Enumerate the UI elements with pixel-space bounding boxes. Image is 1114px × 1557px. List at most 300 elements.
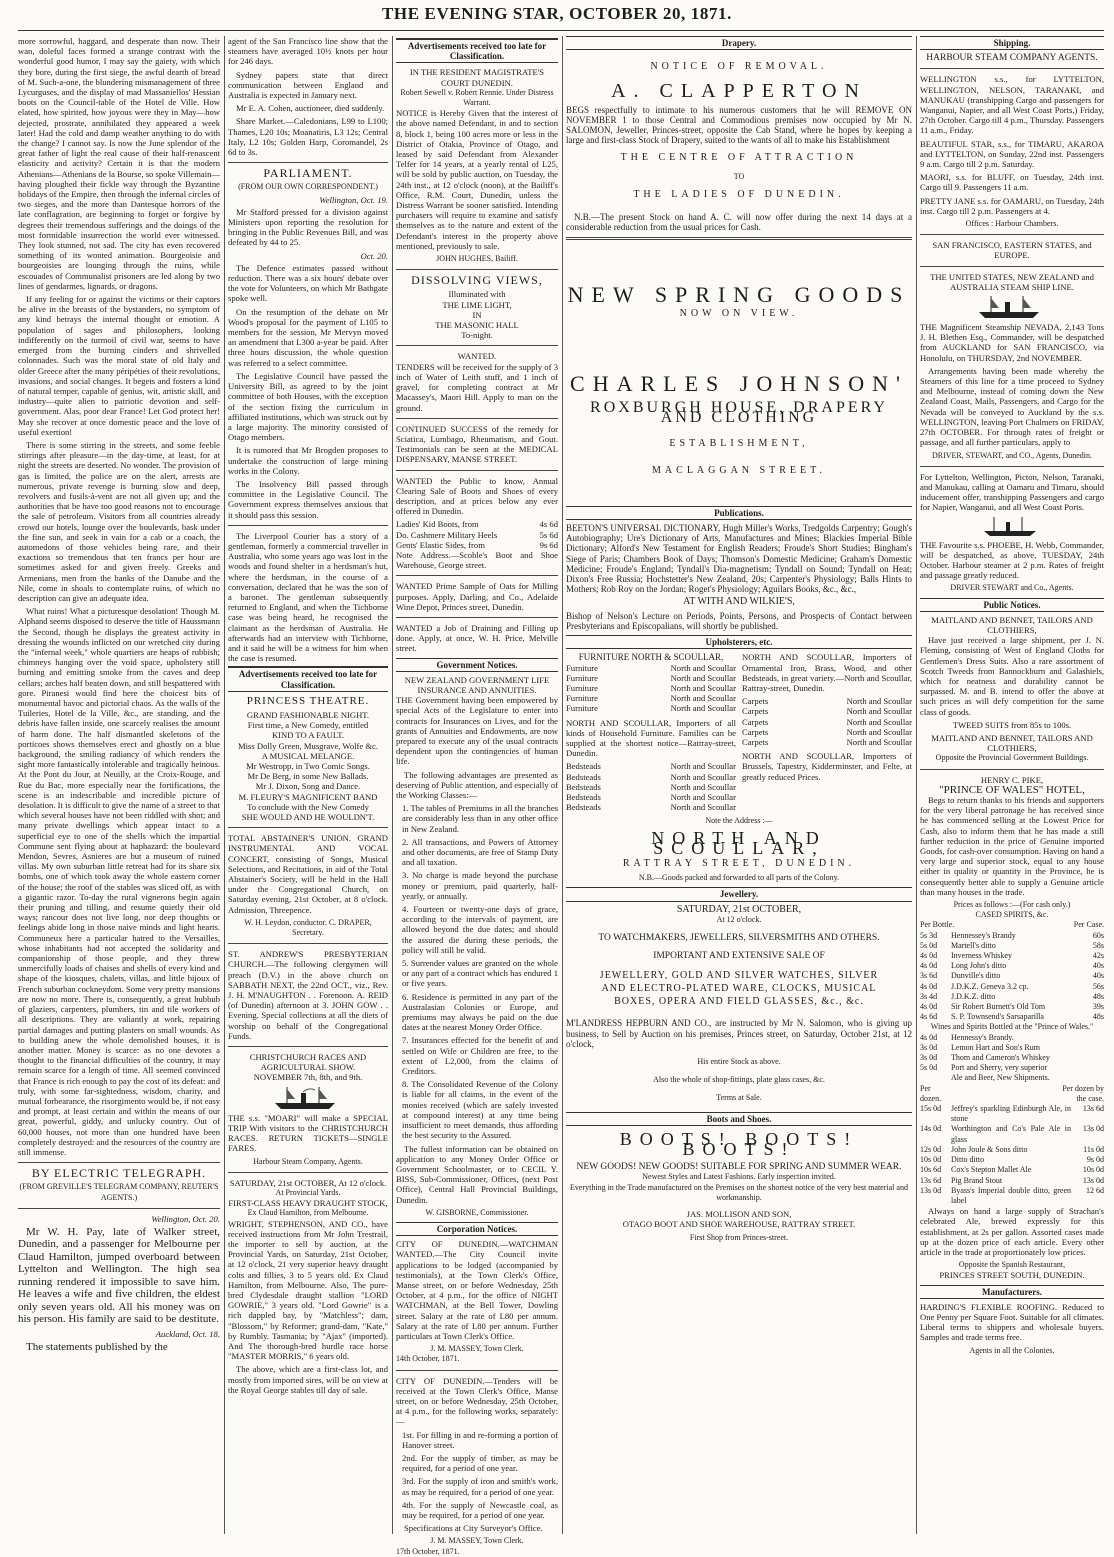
news-item: On the resumption of the debate on Mr Wood's proposal for the payment of L105 to members for the session, Mr Mervyn moved an amendment that L300 a-year be paid. After three hours discussion, the whole question was referred to a select committee.	[228, 306, 388, 368]
price-row	[920, 1165, 1104, 1175]
ad-title: IN THE RESIDENT MAGISTRATE'S COURT DUNEDIN.	[409, 67, 545, 88]
ad-line: Opposite the Provincial Government Buildings.	[935, 753, 1089, 763]
telegraph-heading: BY ELECTRIC TELEGRAPH.	[31, 1166, 207, 1181]
price-per-case: 39s	[1092, 1002, 1104, 1012]
ad-text: PRETTY JANE s.s. for OAMARU, on Tuesday, 24th inst. Cargo till 2 p.m. Passengers at 4.	[920, 195, 1104, 216]
ad-line: First time, a New Comedy, entitled	[247, 720, 369, 731]
ad-signature: W. GISBORNE, Commissioner.	[425, 1207, 529, 1217]
price-row	[920, 931, 1104, 941]
ad-text: The above, which are a first-class lot, and mostly from imported sires, will be on view at the Royal George stables till day of sale.	[228, 1364, 388, 1395]
ad-line: First Shop from Princes-street.	[689, 1233, 789, 1243]
ad-title: CHRISTCHURCH RACES AND AGRICULTURAL SHOW.	[249, 1052, 367, 1073]
item-label: J.D.K.Z. ditto	[951, 991, 996, 1001]
price-per-bottle: 3s 0d	[920, 1053, 938, 1063]
divider	[18, 1208, 220, 1209]
ales-price-list	[920, 1104, 1104, 1206]
ad-line: THE LIME LIGHT,	[442, 299, 512, 310]
item-label: Inverness Whiskey	[951, 951, 1012, 961]
divider	[396, 418, 558, 419]
paris-letter: more sorrowful, haggard, and desperate than now. Their wan, doleful faces formed a strange contrast with the wonderful good humor, I may say the gaiety, with which they bore, during the first siege, the awful dearth of bread of M. Such-a-one, the blundering mismanagement of three Lycurguses, and the display of mad Massaniellos' Hessian boots on the Council-table of the Hotel de Ville. How elated, how spirited, how joyous were they in May—how dejected, prostrate, annihilated they appeared a week later! Had the cold and damp weather anything to do with the change? I cannot say. Is now the June splendor of the great father of light the real cause of their half-renascent elasticity and activity? Certain it is that the modern Athenians—Athenians de la Bourse, so spoke Villemain—having ploughed their fickle way through the Byzantine holidays of the Empire, then through the infernal circles of two sieges, and the more than Dantesque horrors of the late conflagration, are beginning to forget or forgive by degrees their tremendous sufferings and the doings of the most formidable insurrection the world ever witnessed. They look stunned, not sad. The city has even recovered something of its wonted animation. Bourgeoisie and bourgeoisies are lounging through the ruins, while escouades of Communalist prisoners are led along by two lines of gendarmes, lignards, or dragons.	[18, 36, 220, 291]
news-item: Mr Stafford pressed for a division against Ministers upon reporting the resolution for bringing in the Public Revenues Bill, and was defeated by 44 to 25.	[228, 206, 388, 248]
column-divider	[392, 36, 393, 1534]
price-per-bottle: 14s 0d	[920, 1124, 942, 1134]
ad-text: For Lyttelton, Wellington, Picton, Nelson, Taranaki, and Manukau, calling at Oamaru and Timaru, should inducement offer, transhipping Passengers and cargo for Napier, Wanganui, and all West Coast Ports.	[920, 471, 1104, 513]
price-per-bottle: 4s 6d	[920, 1012, 938, 1022]
price-per-bottle: 13s 6d	[920, 1175, 942, 1185]
ad-line: IN	[472, 309, 482, 320]
news-item: agent of the San Francisco line show that the steamers have averaged 10½ knots per hour for 246 days.	[228, 36, 388, 67]
price-per-bottle: 3s 4d	[920, 991, 938, 1001]
ad-line: Opposite the Spanish Restaurant,	[958, 1260, 1066, 1270]
ad-text: WANTED the Public to know, Annual Clearing Sale of Boots and Shoes of every description, and at prices below any ever offered in Dunedin.	[396, 475, 558, 517]
ad-signature: JOHN HUGHES, Bailiff.	[436, 254, 518, 264]
item-label: Furniture	[566, 703, 598, 714]
item-firm: North and Scoullar	[846, 696, 912, 707]
list-item: 1. The tables of Premiums in all the branches are considerably less than in any other office in New Zealand.	[402, 803, 558, 834]
item-label: John Joule & Sons ditto	[951, 1144, 1028, 1154]
price-per-bottle: 3s 6d	[920, 971, 938, 981]
ad-text: WANTED Prime Sample of Oats for Milling purposes. Apply, Darling, and Co., Adelaide Wine Depot, Princes street, Dunedin.	[396, 581, 558, 612]
ad-text: THE Magnificent Steamship NEVADA, 2,143 Tons J. H. Blethen Esq., Commander, will be despatched from AUCKLAND for SAN FRANCISCO, via Honolulu, on THURSDAY, 2nd NOVEMBER.	[920, 322, 1104, 363]
list-item: 5. Surrender values are granted on the whole or any part of a contract which has endured 1 or five years.	[402, 958, 558, 989]
price-per-bottle: 12s 0d	[920, 1144, 942, 1154]
furniture-ads	[566, 652, 912, 812]
ad-line: Mr J. Dixon, Song and Dance.	[255, 781, 361, 792]
section-heading: Boots and Shoes.	[566, 1112, 912, 1126]
list-item	[566, 782, 736, 792]
theatre-ad	[228, 710, 388, 822]
price-per-bottle: 4s 0d	[920, 981, 938, 991]
item-firm: North and Scoullar	[846, 736, 912, 747]
divider	[396, 269, 558, 270]
column-5	[920, 36, 1104, 1534]
price-per-case: 13s 0d	[1082, 1124, 1104, 1134]
item-label: J.D.K.Z. Geneva 3.2 cp.	[951, 981, 1029, 991]
ad-line: Wines and Spirits Bottled at the "Prince of Wales."	[930, 1022, 1094, 1032]
column-divider	[562, 36, 563, 1534]
list-item	[566, 673, 736, 683]
ad-line: At 12 o'clock.	[716, 914, 762, 924]
price-per-bottle: 13s 0d	[920, 1185, 942, 1195]
price-per-case: 58s	[1092, 940, 1104, 950]
item-label: Carpets	[742, 716, 769, 727]
ad-text: WRIGHT, STEPHENSON, AND CO., have received instructions from Mr John Trestrail, the importer to sell by auction, at the Provincial Yards, on Saturday, 21st October, at 12 o'clock, 21 very superior heavy draught colts and fillies, 3 to 5 years old. Ex Claud Hamilton, from Melbourne. Also, The pure-bred Clydesdale draught stallion "LORD GOWRIE," 3 years old. "Lord Gowrie" is a rich dappled bay, by "Matchless"; dam, "Blossom," by Reformer; grand-dam, "Kate," by Rumbly. Tasmania; by "Ajax" (imported). And The thorough-bred hurdle race horse "MASTER MORRIS," 6 years old.	[228, 1218, 388, 1362]
item-label: Bedsteads	[566, 781, 601, 792]
item-label: Do. Cashmere Military Heels	[396, 529, 498, 540]
ad-line: THE LADIES OF DUNEDIN.	[633, 188, 845, 200]
ad-signature: DRIVER STEWART and Co., Agents.	[950, 583, 1074, 593]
divider	[396, 345, 558, 346]
ad-text: BEGS respectfully to intimate to his numerous customers that he will REMOVE ON NOVEMBER 1 to those Central and Commodious premises now occupied by Mr N. SALOMON, Jeweller, Princes-street, opposite the Cab Stand, where he hopes by keeping a large and first-class Stock of Drapery, suited to the wants of all to make his Establishment	[566, 104, 912, 146]
price-row	[920, 1124, 1104, 1144]
ad-line: Illuminated with	[448, 289, 506, 300]
divider	[396, 617, 558, 618]
ad-signature: DRIVER, STEWART, and CO., Agents, Dunedin.	[931, 450, 1093, 460]
ad-line: MACLAGGAN STREET.	[652, 464, 826, 476]
price-row	[920, 1063, 1104, 1073]
price-row	[920, 971, 1104, 981]
ad-line: M. FLEURY'S MAGNIFICENT BAND	[238, 791, 378, 802]
price-header-label: Per dozen by	[1062, 1083, 1104, 1093]
ad-title: FIRST-CLASS HEAVY DRAUGHT STOCK,	[228, 1198, 388, 1209]
price-per-case: 13s 0d	[1082, 1175, 1104, 1185]
ad-line: TO WATCHMAKERS, JEWELLERS, SILVERSMITHS AND OTHERS.	[598, 932, 880, 943]
item-firm: North and Scoullar	[670, 771, 736, 782]
item-label: Ladies' Kid Boots, from	[396, 519, 479, 530]
ad-text: THE Government having been empowered by special Acts of the Legislature to enter into contracts for Insurances on Lives, and for the grants of Annuities and Endowments, are now prepared to execute any of the usual contracts dependent upon the contingencies of human life.	[396, 695, 558, 767]
item-label: Port and Sherry, very superior	[951, 1063, 1048, 1073]
item-label: Bedsteads	[566, 791, 601, 802]
price-header-label: Per Bottle.	[920, 920, 955, 930]
list-item: 7. Insurances effected for the benefit of and settled on Wife or Children are free, to the extent of L2,000, from the claims of Creditors.	[402, 1035, 558, 1077]
price-per-case: 48s	[1092, 991, 1104, 1001]
price-per-case: 13s 6d	[1082, 1104, 1104, 1114]
divider	[566, 237, 912, 240]
ad-line: Also the whole of shop-fittings, plate glass cases, &c.	[653, 1075, 825, 1085]
price-header-label: Per Case.	[1073, 920, 1104, 930]
item-label: Carpets	[742, 736, 769, 747]
ad-signature: W. H. Leydon, conductor. C. DRAPER, Secretary.	[244, 917, 372, 938]
list-item	[566, 683, 736, 693]
ad-line: GRAND FASHIONABLE NIGHT.	[246, 709, 370, 720]
column-3	[396, 36, 558, 1556]
list-item: 3. No charge is made beyond the purchase money or premium, paid quarterly, half-yearly, or annually.	[402, 870, 558, 901]
news-item: The Legislative Council have passed the University Bill, as agreed to by the joint committee of both Houses, with the exception of the section fixing the curriculum in affiliated institutions, which was struck out by a large majority. The minority consisted of Otago members.	[228, 370, 388, 443]
list-item	[566, 761, 736, 771]
dateline: Wellington, Oct. 19.	[319, 194, 388, 205]
ad-title: HENRY C. PIKE,	[980, 774, 1044, 785]
item-label: Gents' Elastic Sides, from	[396, 539, 485, 550]
list-item	[742, 727, 912, 737]
item-label: Ditto ditto	[951, 1155, 985, 1165]
item-label: Byass's Imperial double ditto, green label	[951, 1185, 1071, 1205]
ad-title: SATURDAY, 21st OCTOBER, At 12 o'clock.	[229, 1177, 387, 1188]
dateline: Oct. 20.	[360, 250, 388, 261]
ad-line: TO	[733, 171, 745, 181]
divider	[228, 162, 388, 163]
price-row	[920, 1155, 1104, 1165]
price-row	[920, 1033, 1104, 1043]
ad-text: CITY OF DUNEDIN.—WATCHMAN WANTED.—The City Council invite applications to be lodged (accompanied by testimonials), at the Town Clerk's Office, Manse street, on or before Wednesday, 25th October, at 4 p.m., for the office of NIGHT WATCHMAN, at the Bell Tower, Dowling street. Salary at the rate of L80 per annum. Salary at the rate of L80 per annum. Further particulars at Town Clerk's Office.	[396, 1239, 558, 1341]
column-divider	[224, 36, 225, 1534]
ad-title: NEW ZEALAND GOVERNMENT LIFE INSURANCE AND ANNUITIES.	[404, 674, 550, 695]
item-label: Lemon Hart and Son's Rum	[951, 1042, 1040, 1052]
ad-title: CHARLES JOHNSON'	[570, 370, 908, 396]
price-row	[920, 961, 1104, 971]
item-firm: North and Scoullar	[670, 761, 736, 772]
list-item	[566, 703, 736, 713]
item-label: Carpets	[742, 696, 769, 707]
price-per-bottle: 4s 0d	[920, 951, 938, 961]
carpets-list	[742, 696, 912, 747]
ad-text: NORTH AND SCOULLAR, Importers of Ornamental Iron, Brass, Wood, and other Bedsteads, in great variety.—North and Scoullar, Rattray-street, Dunedin.	[742, 652, 912, 693]
list-item	[566, 772, 736, 782]
section-heading: Upholsterers, etc.	[566, 635, 912, 649]
numbered-list	[396, 803, 558, 1140]
divider	[228, 1046, 388, 1047]
ad-text: Begs to return thanks to his friends and supporters for the very liberal patronage he has received since he has commenced selling at the Lowest Price for Cash, also to inform them that he has made a still further reduction in the price of Genuine imported Goods, for cash-over consumption. Having on hand a very large and superior stock, equal to any house either in quality or quantity in the Province, he is consequently better able to supply a Genuine article than many houses in the trade.	[920, 794, 1105, 897]
ad-line: CASED SPIRITS, &c.	[975, 910, 1049, 920]
ad-text: ST. ANDREW'S PRESBYTERIAN CHURCH.—The following clergymen will preach (D.V.) in the above church on SABBATH NEXT, the 22nd OCT., viz., Rev. J. H. M'NAUGHTON . . Forenoon. A. REID (of Dunedin) afternoon at 3. JOHN GOW . . Evening. Special collections at all the diets of worship on behalf of the Congregational Funds.	[228, 949, 388, 1041]
paragraph: If any feeling for or against the victims or their captors be alive in the breasts of the bystanders, no symptom of any kind betrays the internal thought or emotion. A population of sages and philosophers, looking indifferently on the turmoil of civil war, seems to have emerged from the burning cinders and shrivelled colonnades. Such was the moral state of old Italy and older Greece after the many péripéties of their revolutions, invasions, and social changes. It begets and fosters a kind of natural temper, capable of genius, wit, artistic skill, and industry—quite alien to patriotic devotion and self-government. Alas, poor dear France! Let God protect her! May she recover at once domestic peace and the love of useful exertion!	[18, 294, 220, 437]
price-row	[396, 519, 558, 529]
price-header	[920, 1094, 1104, 1104]
ad-title: A. CLAPPERTON	[611, 80, 867, 103]
ad-line: Newest Styles and Latest Fashions. Early inspection invited.	[642, 1172, 836, 1182]
item-label: Long John's ditto	[951, 961, 1007, 971]
price-row	[920, 1186, 1104, 1206]
ad-signature: J. M. MASSEY, Town Clerk.	[430, 1536, 524, 1546]
item-label: Martell's ditto	[951, 940, 996, 950]
item-firm: North and Scoullar	[846, 706, 912, 717]
section-heading: Advertisements received too late for Classification.	[228, 666, 388, 691]
item-label: Cox's Stepton Mallet Ale	[951, 1165, 1032, 1175]
ad-line: OTAGO BOOT AND SHOE WAREHOUSE, RATTRAY STREET.	[622, 1219, 856, 1230]
item-label: Jeffrey's sparkling Edinburgh Ale, in stone	[951, 1104, 1071, 1124]
list-item: 8. The Consolidated Revenue of the Colony is liable for all claims, in the event of the monies received (which are safely invested at compound interest) at any time being insufficient to meet demands, thus affording the best security to the Assured.	[402, 1079, 558, 1141]
ad-line: TWEED SUITS from 85s to 100s.	[952, 719, 1072, 730]
ad-text: Bishop of Nelson's Lecture on Periods, Points, Persons, and Prospects of Contact between Presbyterians and Episcopalians, will shortly be published.	[566, 610, 912, 631]
price-per-bottle: 10s 6d	[920, 1165, 942, 1175]
item-label: Dunville's ditto	[951, 971, 1001, 981]
ad-text: MAORI, s.s. for BLUFF, on Tuesday, 24th inst. Cargo till 9. Passengers 11 a.m.	[920, 172, 1104, 193]
column-4	[566, 36, 912, 1534]
item-price: 4s 6d	[539, 519, 558, 530]
item-label: Sir Robert Burnett's Old Tom	[951, 1002, 1046, 1012]
price-row	[920, 982, 1104, 992]
price-per-case: 42s	[1092, 951, 1104, 961]
ad-title: PRINCESS THEATRE.	[246, 694, 370, 707]
item-label: Bedsteads	[566, 771, 601, 782]
price-row	[920, 1073, 1104, 1083]
ad-text: WANTED a Job of Draining and Filling up done. Apply, at once, W. H. Price, Melville street.	[396, 622, 558, 654]
ad-line: THE MASONIC HALL	[435, 320, 519, 331]
section-heading: Public Notices.	[920, 598, 1104, 612]
ad-line: ESTABLISHMENT,	[669, 438, 809, 450]
masthead-rule	[18, 30, 1104, 31]
divider	[920, 266, 1104, 267]
ad-title: NOTICE OF REMOVAL.	[650, 61, 828, 73]
list-item: 4. Fourteen or twenty-one days of grace, according to the intervals of payment, are allowed beyond the due dates; and should the assured die during these periods, the policy will still be valid.	[402, 904, 558, 955]
news-item: The Insolvency Bill passed through committee in the Legislative Council. The Government express themselves anxious that it should pass this session.	[228, 478, 388, 520]
bedsteads-list	[566, 761, 736, 812]
news-item: It is rumored that Mr Brogden proposes to undertake the construction of large mining works in the Colony.	[228, 445, 388, 476]
price-per-case: 60s	[1092, 930, 1104, 940]
ad-text: Always on hand a large supply of Strachan's celebrated Ale, brewed expressly for this establishment, at 2s per gallon. Assorted cases made up at the dozen price of each article. Every other article in the trade at proportionately low prices.	[920, 1206, 1104, 1257]
column-2	[228, 36, 388, 1534]
ad-text: TOTAL ABSTAINER'S UNION. GRAND INSTRUMENTAL AND VOCAL CONCERT, consisting of Songs, Musical Selections, and Recitations, in aid of the Total Abstainer's Society, will be held in the Hall under the Congregational Church, on Saturday evening, 21st October, at 8 o'clock. Admission, Threepence.	[228, 833, 388, 915]
price-per-bottle: 15s 0d	[920, 1104, 942, 1114]
ad-line: To-night.	[461, 330, 493, 341]
item-price: 5s 6d	[539, 529, 558, 540]
item-firm: North and Scoullar	[670, 672, 736, 683]
item-label: Furniture	[566, 682, 598, 693]
ad-subtitle: NOVEMBER 7th, 8th, and 9th.	[253, 1072, 363, 1083]
ad-text: BEAUTIFUL STAR, s.s., for TIMARU, AKAROA and LYTTELTON, on Sunday, 22nd inst. Passengers 9 a.m. Cargo till 2 p.m. Saturday.	[920, 138, 1104, 170]
list-item: 3rd. For the supply of iron and smith's work, as may be required, for a period of one year.	[402, 1476, 558, 1497]
steamship-icon	[982, 516, 1042, 538]
divider	[396, 470, 558, 471]
ad-line: IMPORTANT AND EXTENSIVE SALE OF	[653, 951, 825, 962]
ad-text: N.B.—The present Stock on hand A. C. will now offer during the next 14 days at a considerable reduction from the usual prices for Cash.	[566, 212, 912, 233]
ad-title: WANTED.	[457, 351, 497, 362]
item-firm: North and Scoullar	[670, 662, 736, 673]
section-heading: Jewellery.	[566, 887, 912, 901]
price-per-bottle: 5s 0d	[920, 940, 938, 950]
divider	[228, 827, 388, 828]
item-firm: North and Scoullar	[670, 802, 736, 813]
divider	[228, 1172, 388, 1173]
ad-line: NOW ON VIEW.	[679, 307, 799, 319]
ad-title: SAN FRANCISCO, EASTERN STATES, and EUROPE.	[932, 240, 1092, 261]
ad-line: Mr De Berg, in some New Ballads.	[247, 771, 369, 782]
ad-subtitle: At Provincial Yards.	[275, 1187, 341, 1197]
divider	[396, 575, 558, 576]
price-row	[920, 951, 1104, 961]
ad-line: RATTRAY STREET, DUNEDIN.	[622, 857, 856, 869]
divider	[18, 1162, 220, 1163]
item-label: Ale and Beer, New Shipments.	[951, 1073, 1050, 1083]
ad-line: Prices as follows :—(For cash only.)	[953, 900, 1071, 910]
list-item	[566, 693, 736, 703]
divider	[228, 943, 388, 944]
ad-text: M'LANDRESS HEPBURN AND CO., are instructed by Mr N. Salomon, who is giving up business, to Sell by Auction on his premises, Princes street, on Saturday, October 21st, at 12 o'clock,	[566, 1018, 912, 1049]
price-per-bottle	[920, 1073, 948, 1083]
telegram: Mr W. H. Pay, late of Walker street, Dunedin, and a passenger for Melbourne per Claud Hamilton, jumped overboard between Lyttelton and Wellington. The high sea running rendered it impossible to save him. He leaves a wife and five children, the eldest only seven years old. All his money was on his person. His family are said to be destitute.	[18, 1225, 220, 1326]
ad-line: Mr Westropp, in Two Comic Songs.	[246, 761, 370, 771]
divider	[920, 769, 1104, 770]
price-per-case: 12 6d	[1086, 1185, 1104, 1195]
ad-line: AT WITH AND WILKIE'S,	[683, 596, 795, 608]
price-header-label: Per	[920, 1083, 931, 1093]
wines-price-list	[920, 1033, 1104, 1084]
telegraph-source: (FROM GREVILLE'S TELEGRAM COMPANY, REUTER'S AGENTS.)	[19, 1182, 219, 1202]
price-row	[920, 1053, 1104, 1063]
price-per-case: 11s 0d	[1083, 1144, 1104, 1154]
ad-date: 17th October, 1871.	[396, 1546, 460, 1556]
divider	[228, 525, 388, 526]
ad-title: MAITLAND AND BENNET, TAILORS AND CLOTHIERS,	[931, 732, 1093, 754]
ad-text: CITY OF DUNEDIN.—Tenders will be received at the Town Clerk's Office, Manse street, on or before Wednesday, 25th October, at 4 p.m., for the following works, separately:—	[396, 1375, 558, 1427]
list-item: 1st. For filling in and re-forming a portion of Hanover street.	[402, 1429, 558, 1450]
section-heading: Advertisements received too late for Classification.	[396, 38, 558, 63]
ad-text: NORTH AND SCOULLAR, Importers of Brussels, Tapestry, Kidderminster, and Felte, at greatly reduced Prices.	[742, 751, 912, 782]
ad-title: "PRINCE OF WALES" HOTEL,	[939, 783, 1085, 796]
list-item	[742, 717, 912, 727]
divider	[920, 234, 1104, 235]
spirits-price-list	[920, 931, 1104, 1023]
ad-text: WELLINGTON s.s., for LYTTELTON, WELLINGTON, NELSON, TARANAKI, and MANUKAU (transhipping Cargo and passengers for Wanganui, Napier, and all West Coast Ports,) Friday, 27th October. Cargo till 4 p.m., Thursday. Passengers 11 a.m., Friday.	[920, 74, 1104, 136]
price-row	[396, 530, 558, 540]
section-heading: Government Notices.	[396, 658, 558, 672]
ad-line: JEWELLERY, GOLD AND SILVER WATCHES, SILVER AND ELECTRO-PLATED WARE, CLOCKS, MUSICAL BOXES, OPERA AND FIELD GLASSES, &c., &c.	[599, 970, 879, 1008]
item-label: Furniture	[566, 662, 598, 673]
item-firm: North and Scoullar	[670, 791, 736, 802]
price-per-case: 10s 0d	[1082, 1165, 1104, 1175]
price-row	[920, 1002, 1104, 1012]
item-label: Bedsteads	[566, 761, 601, 772]
ad-line: PRINCES STREET SOUTH, DUNEDIN.	[939, 1270, 1085, 1281]
news-item: The Defence estimates passed without reduction. There was a six hours' debate over the vote for Volunteers, on which Mr Bathgate spoke well.	[228, 262, 388, 304]
furniture-list	[566, 663, 736, 714]
news-item: Share Market.—Caledonians, L99 to L100; Thames, L20 10s; Moanatiris, L3 12s; Central Italy, L2 10s; Golden Harp, Coromandel, 2s 6d to 3s.	[228, 116, 388, 158]
paragraph: What ruins! What a picturesque desolation! Though M. Alphand seems disposed to deserve the title of Haussmann the Second, though he displays the greatest activity in dressing the wounds inflicted on our wretched city during the "infernal week," whole quartiers are heaps of rubbish; chimneys hanging over the void space, upholstery still burning and emitting smoke from the caves and deep cellars; arches half beaten down, and still bespattered with gore. Piranesi would find here the choicest bits of monumental havoc and pictorial chaos. As the walls of the Tuileries, Hotel de la Ville, &c., are standing, and the debris have fallen inside, one scarcely realises the amount of harm done. The half dismantled skeletons of the porticoes shows themselves erect and ghostly on a blue background, the smiling radiancy of which renders the sight more fantastically intolerable and tragically heinous. At the Pont du Jour, at Neuilly, at the Croix-Rouge, and Rue du Bac, more especially near the fortifications, the scene is an indescribable and incredible picture of desolation. It is difficult to give the name of a street to that which several houses have not been riddled with shot; and many private dwellings which appear intact to a superficial eye to one of the shells which the impartial Commune sent flying about at haphazard: the boulevard Mendon, Sevres, Asnieres are but a museum of ruined villas. My own suburban little retreat had for its share six bombs, one of which took away the whole eastern corner of the house; the roof of the stables was sliced off, as with a gigantic razor. To-day the rural vignerons begin again their pruning and tilling, and resume quietly their old ways; rancour does not live long, nor deep thoughts or feelings abide long in those naive minds and light hearts. Communeux here a particular hatred to the Versailles, whose inhabitants had not accepted the solidarity and companionship of those people, and they threw unmercifully loads of chaises and shells of every kind and shape of the kiosques, chalets, villas, and little bijoux of French suburban cockneydom. Some very pretty mansions are now no more. There is, consequently, a great hubbub of glaziers, carpenters, plumbers, tin and tile workers of all descriptions. They are valiantly at work, repairing partial damages and putting plasters on small wounds. As to building anew the whole demolished houses, it is another matter. Money is scarce: as no one devotes a thought to the financial difficulties of the country, it may remain scarce for a length of time. All seemed convinced that France is rich enough to pay the cost of its defeat: and truly, with some far-sightedness, wisdom, charity, and mutual forbearance, the risorgimento would be, if not easy and prompt, at least certain and within the means of our great, powerful, giddy, and unlucky country. Out of 60,000 houses, not more than one hundred have been completely destroyed: and the resources of the country are still immense.	[18, 606, 220, 1157]
item-firm: North and Scoullar	[670, 781, 736, 792]
ad-line: SHE WOULD AND HE WOULDN'T.	[241, 812, 375, 823]
ad-text: THE Favourite s.s. PHOEBE, H. Webb, Commander, will be despatched, as above, TUESDAY, 24th October. Harbour steamer at 2 p.m. Rates of freight and passage greatly reduced.	[920, 539, 1104, 581]
item-firm: North and Scoullar	[846, 716, 912, 727]
section-heading: Publications.	[566, 506, 912, 520]
price-per-bottle: 4s 0d	[920, 1002, 938, 1012]
section-heading: Corporation Notices.	[396, 1222, 558, 1236]
parliament-source: (FROM OUR OWN CORRESPONDENT.)	[238, 182, 378, 192]
list-item	[742, 696, 912, 706]
ad-line: JAS. MOLLISON AND SON,	[686, 1209, 792, 1220]
list-item	[566, 792, 736, 802]
ad-title: NEW SPRING GOODS	[567, 282, 911, 308]
list-item	[742, 737, 912, 747]
price-header	[920, 1084, 1104, 1094]
price-per-case: 48s	[1092, 1012, 1104, 1022]
ad-line: SATURDAY, 21st OCTOBER,	[676, 903, 802, 915]
list-item: 2nd. For the supply of timber, as may be required, for a period of one year.	[402, 1452, 558, 1474]
views-ad	[396, 289, 558, 340]
ad-title: NORTH AND SCOULLAR,	[651, 827, 827, 858]
telegram: The statements published by the	[26, 1341, 168, 1354]
list-item	[566, 802, 736, 812]
item-label: Furniture	[566, 672, 598, 683]
divider	[396, 1370, 558, 1371]
ad-date: 14th October, 1871.	[396, 1354, 460, 1364]
price-per-case: 40s	[1092, 961, 1104, 971]
item-label: Bedsteads	[566, 802, 601, 813]
ad-text: Note Address.—Scoble's Boot and Shoe Warehouse, George street.	[396, 549, 558, 571]
price-row	[920, 1104, 1104, 1124]
news-item: The Liverpool Courier has a story of a gentleman, formerly a commercial traveller in Australia, who some years ago was lost in the woods and found shelter in a herdsman's hut, where the herdsman, in the course of a conversation, declared that he was the son of a baronet. The gentleman subsequently returned to England, and when the Tichborne case was being heard, he recognised the claimant as the herdsman of Australia. He afterwards had an interview with Tichborne, and it said he will be a witness for him when the case is resumed.	[228, 530, 388, 664]
ad-text: Specifications at City Surveyor's Office.	[404, 1523, 543, 1534]
paragraph: There is some stirring in the streets, and some feeble stirrings after pleasure—in the day-time, at least, for at night the streets are deserted. No wonder. The provision of gas is limited, the police are on the alert, arrests are numerous, private revenge is burning slow and deep, revolvers and fusils-à-vent are not all given up; and the authorities that be have too good reasons not to encourage the sale of petroleum. Visitors from all countries already crowd our hotels, lounge over the boulevards, bask under the fine sun, and seek in vain for a cab or a coach, the automedons of those vehicles being rare, and their exactions so tremendous that ten francs per hour are sometimes asked for and given freely. Greeks and Armenians, men from the banks of the Danube and the Nile, come in shoals to contemplate ruins, of which no description can give an adequate idea.	[18, 439, 220, 603]
ad-title: ROXBURGH HOUSE, DRAPERY AND CLOTHING	[590, 399, 888, 427]
numbered-list	[396, 1430, 558, 1521]
price-row	[920, 1145, 1104, 1155]
ad-subtitle: Robert Sewell v. Robert Rennie. Under Distress Warrant.	[400, 87, 554, 108]
item-label: Furniture	[566, 693, 598, 704]
price-row	[920, 1176, 1104, 1186]
ad-text: The fullest information can be obtained on application to any Money Order Office or Government Schoolmaster, or to CECIL Y. BISS, Sub-Commissioner, Offices, (next Post Office), Central Hall Provincial Buildings, Dunedin.	[396, 1143, 558, 1205]
list-item: 6. Residence is permitted in any part of the Australasian Colonies or Europe, and premiums may always be paid on the due dates at the nearest Money Order Office.	[402, 991, 558, 1033]
ad-title: THE UNITED STATES, NEW ZEALAND and AUSTRALIA STEAM SHIP LINE.	[930, 271, 1094, 292]
steamship-icon	[977, 294, 1047, 320]
section-heading: Drapery.	[566, 36, 912, 50]
ad-signature: J. M. MASSEY, Town Clerk.	[430, 1344, 524, 1354]
dateline: Wellington, Oct. 20.	[151, 1213, 220, 1224]
ad-title: BOOTS! BOOTS! BOOTS!	[619, 1128, 859, 1159]
ad-text: BEETON'S UNIVERSAL DICTIONARY, Hugh Miller's Works, Tredgolds Carpentry; Gough's Autobiography; Ure's Dictionary of Arts, Manufactures and Mines; Blackies Imperial Bible Dictionary; Alford's New Testament for English Readers; Froude's Short Studies; Bingham's Siege of Paris; Chambers Book of Days; Thomson's Domestic Medicine; Graham's Domestic Medicine; Froude's England; Tyndall's Dia-magnetism; Tyndall on Sound; Tyndall on Heat; Dixon's Free Russia; Hochstetter's New Zealand, 20s; Carpenter's Physiology; Balls Hints to Mothers; Rob Roy on the Jordan; Roget's Physiology; Aguilars Books, &c., &c.,	[566, 523, 912, 595]
item-firm: North and Scoullar	[846, 726, 912, 737]
masthead: THE EVENING STAR, OCTOBER 20, 1871.	[381, 4, 733, 23]
section-heading: Manufacturers.	[920, 1285, 1104, 1299]
ad-line: KIND TO A FAULT.	[271, 730, 345, 741]
price-row	[920, 992, 1104, 1002]
price-per-case: 9s 0d	[1086, 1155, 1104, 1165]
price-row	[920, 941, 1104, 951]
ad-line: Note the Address :—	[705, 816, 773, 826]
price-header	[920, 920, 1104, 930]
ad-text: CONTINUED SUCCESS of the remedy for Sciatica, Lumbago, Rheumatism, and Gout. Testimonials can be seen at the MEDICAL DISPENSARY, MANSE STREET.	[396, 423, 558, 465]
item-firm: North and Scoullar	[670, 682, 736, 693]
price-header-label: the case.	[1076, 1093, 1104, 1103]
item-firm: North and Scoullar	[670, 703, 736, 714]
